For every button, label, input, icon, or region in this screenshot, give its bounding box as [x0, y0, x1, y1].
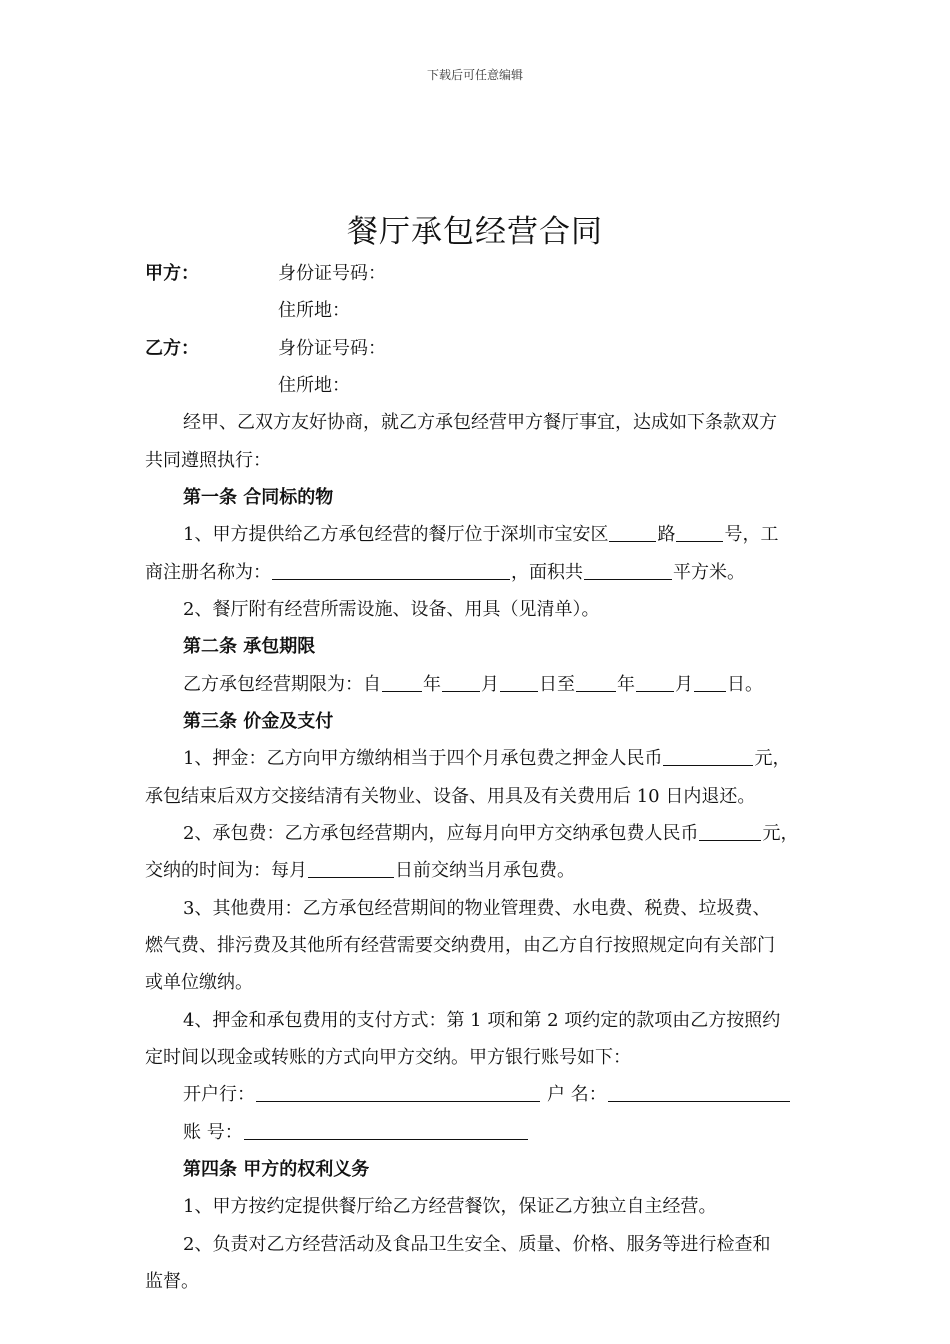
text: 1、甲方提供给乙方承包经营的餐厅位于深圳市宝安区: [183, 524, 609, 545]
text: 号，工: [724, 524, 779, 545]
account-number-label: 账 号：: [183, 1122, 243, 1143]
intro-line-1: 经甲、乙双方友好协商，就乙方承包经营甲方餐厅事宜，达成如下条款双方: [183, 412, 777, 433]
text: 月: [481, 674, 499, 695]
text: 元，: [762, 823, 799, 844]
blank-end-day: [694, 673, 726, 692]
article-3-item-1-cont: 承包结束后双方交接结清有关物业、设备、用具及有关费用后 10 日内退还。: [145, 786, 756, 807]
article-1-heading: 第一条 合同标的物: [183, 487, 334, 508]
blank-deposit: [663, 747, 753, 766]
text: 年: [423, 674, 441, 695]
text: 1、押金：乙方向甲方缴纳相当于四个月承包费之押金人民币: [183, 748, 663, 769]
text: 交纳的时间为：每月: [145, 860, 307, 881]
party-a-id-label: 身份证号码：: [278, 263, 386, 284]
blank-road: [609, 523, 656, 542]
account-name-label: 户 名：: [547, 1084, 607, 1105]
text: 日至: [539, 674, 575, 695]
blank-monthly-fee: [699, 822, 761, 841]
article-4-heading: 第四条 甲方的权利义务: [183, 1159, 370, 1180]
blank-account-name: [608, 1083, 790, 1102]
contract-title: 餐厅承包经营合同: [347, 214, 603, 250]
bank-info-line: [183, 1083, 791, 1107]
article-3-item-2: [183, 822, 798, 846]
article-4-item-1: 1、甲方按约定提供餐厅给乙方经营餐饮，保证乙方独立自主经营。: [183, 1196, 717, 1217]
article-3-item-3-cont-1: 燃气费、排污费及其他所有经营需要交纳费用，由乙方自行按照规定向有关部门: [145, 935, 775, 956]
blank-account-number: [244, 1121, 528, 1140]
text: 年: [617, 674, 635, 695]
blank-registered-name: [272, 561, 510, 580]
party-a-address-label: 住所地：: [278, 300, 350, 321]
text: 2、承包费：乙方承包经营期内，应每月向甲方交纳承包费人民币: [183, 823, 699, 844]
article-1-item-1-cont: [145, 561, 745, 585]
bank-label: 开户行：: [183, 1084, 255, 1105]
blank-start-day: [500, 673, 538, 692]
party-b-address-label: 住所地：: [278, 375, 350, 396]
article-3-heading: 第三条 价金及支付: [183, 711, 334, 732]
article-2-term: [183, 673, 763, 697]
article-1-item-1: [183, 523, 778, 547]
blank-number: [676, 523, 723, 542]
blank-pay-day: [308, 859, 394, 878]
intro-line-2: 共同遵照执行：: [145, 450, 271, 471]
article-3-item-3: 3、其他费用：乙方承包经营期间的物业管理费、水电费、税费、垃圾费、: [183, 898, 771, 919]
blank-start-year: [382, 673, 422, 692]
blank-bank: [256, 1083, 540, 1102]
blank-area: [584, 561, 672, 580]
article-1-item-2: 2、餐厅附有经营所需设施、设备、用具（见清单）。: [183, 599, 600, 620]
text: 日。: [727, 674, 763, 695]
watermark: 下载后可任意编辑: [426, 68, 523, 82]
blank-start-month: [442, 673, 480, 692]
text: ，面积共: [511, 562, 583, 583]
blank-end-month: [636, 673, 674, 692]
blank-end-year: [576, 673, 616, 692]
party-b-id-label: 身份证号码：: [278, 338, 386, 359]
article-3-item-4-cont: 定时间以现金或转账的方式向甲方交纳。甲方银行账号如下：: [145, 1047, 631, 1068]
text: 月: [675, 674, 693, 695]
article-3-item-4: 4、押金和承包费用的支付方式：第 1 项和第 2 项约定的款项由乙方按照约: [183, 1010, 781, 1031]
text: 元，: [754, 748, 791, 769]
text: 乙方承包经营期限为：自: [183, 674, 381, 695]
text: 平方米。: [673, 562, 745, 583]
article-3-item-3-cont-2: 或单位缴纳。: [145, 972, 253, 993]
text: 商注册名称为：: [145, 562, 271, 583]
party-a-label: 甲方：: [145, 263, 199, 284]
party-b-label: 乙方：: [145, 338, 199, 359]
account-number-line: [183, 1121, 529, 1145]
article-2-heading: 第二条 承包期限: [183, 636, 316, 657]
article-3-item-2-cont: [145, 859, 575, 883]
article-4-item-2-cont: 监督。: [145, 1271, 199, 1292]
article-4-item-2: 2、负责对乙方经营活动及食品卫生安全、质量、价格、服务等进行检查和: [183, 1234, 771, 1255]
text: 路: [657, 524, 676, 545]
article-3-item-1: [183, 747, 790, 771]
text: 日前交纳当月承包费。: [395, 860, 575, 881]
